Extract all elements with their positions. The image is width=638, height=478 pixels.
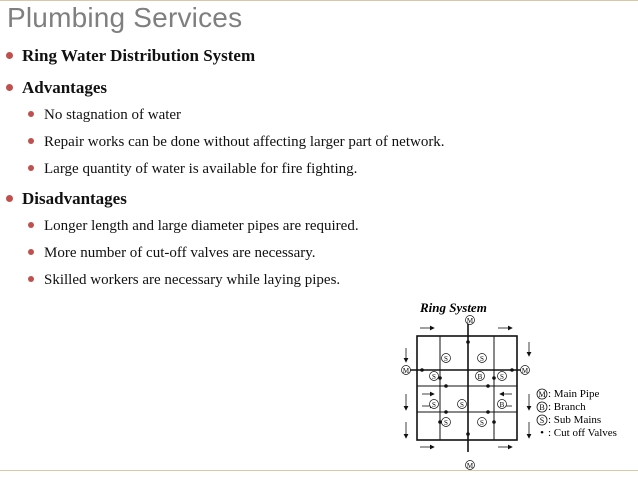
- legend-label: : Branch: [548, 401, 586, 413]
- bullet-dot-icon: [28, 249, 34, 255]
- legend-symbol: B: [539, 403, 545, 412]
- diagram-title: Ring System: [420, 300, 487, 315]
- cut-off-valves: [420, 340, 514, 436]
- main-label: M: [402, 367, 410, 375]
- outer-ring-pipe: [417, 336, 517, 440]
- sub-bullet-text: Longer length and large diameter pipes are required.: [44, 218, 359, 234]
- main-label: M: [466, 462, 474, 470]
- bullet-dot-icon: [28, 276, 34, 282]
- sub-bullet: [28, 134, 445, 151]
- sub-bullet: [28, 272, 340, 289]
- bullet-disadvantages: [6, 189, 127, 209]
- bullet-ring-system: [6, 46, 255, 66]
- sub-main-label: S: [480, 355, 484, 363]
- bullet-dot-icon: [28, 165, 34, 171]
- sub-bullet: [28, 218, 359, 235]
- sub-main-label: S: [500, 373, 504, 381]
- sub-main-label: S: [444, 355, 448, 363]
- legend-symbol: M: [538, 390, 546, 399]
- bullet-text: Advantages: [22, 78, 108, 97]
- sub-main-label: S: [460, 401, 464, 409]
- bullet-dot-icon: [6, 52, 13, 59]
- bullet-dot-icon: [6, 195, 13, 202]
- sub-bullet-text: Large quantity of water is available for fire fighting.: [44, 161, 358, 177]
- slide-title: Plumbing Services: [7, 2, 243, 33]
- legend-symbol: S: [539, 416, 545, 425]
- main-label: M: [466, 317, 474, 325]
- bullet-dot-icon: [28, 111, 34, 117]
- bullet-advantages: [6, 78, 107, 98]
- legend-symbol: •: [540, 427, 544, 439]
- sub-bullet-text: Skilled workers are necessary while laying pipes.: [44, 272, 341, 288]
- bullet-dot-icon: [6, 84, 13, 91]
- sub-main-label: S: [432, 401, 436, 409]
- sub-main-label: S: [480, 419, 484, 427]
- sub-bullet: [28, 107, 181, 124]
- sub-bullet-text: Repair works can be done without affecting larger part of network.: [44, 134, 445, 150]
- ring-system-diagram: [398, 298, 634, 474]
- legend-label: : Cut off Valves: [548, 427, 617, 439]
- bottom-rule: [0, 470, 638, 471]
- bullet-dot-icon: [28, 222, 34, 228]
- diagram-legend: [537, 388, 617, 439]
- legend-label: : Main Pipe: [548, 388, 600, 400]
- sub-bullet: [28, 161, 357, 178]
- legend-label: : Sub Mains: [548, 414, 602, 426]
- bullet-text: Ring Water Distribution System: [22, 46, 256, 65]
- sub-main-label: S: [444, 419, 448, 427]
- main-label: M: [521, 367, 529, 375]
- sub-main-label: S: [432, 373, 436, 381]
- sub-bullet-text: More number of cut-off valves are necessary.: [44, 245, 316, 261]
- sub-bullet-text: No stagnation of water: [44, 107, 182, 123]
- branch-label: B: [499, 401, 505, 409]
- bullet-dot-icon: [28, 138, 34, 144]
- sub-bullet: [28, 245, 316, 262]
- branch-label: B: [477, 373, 483, 381]
- top-rule: [0, 0, 638, 1]
- bullet-text: Disadvantages: [22, 189, 127, 208]
